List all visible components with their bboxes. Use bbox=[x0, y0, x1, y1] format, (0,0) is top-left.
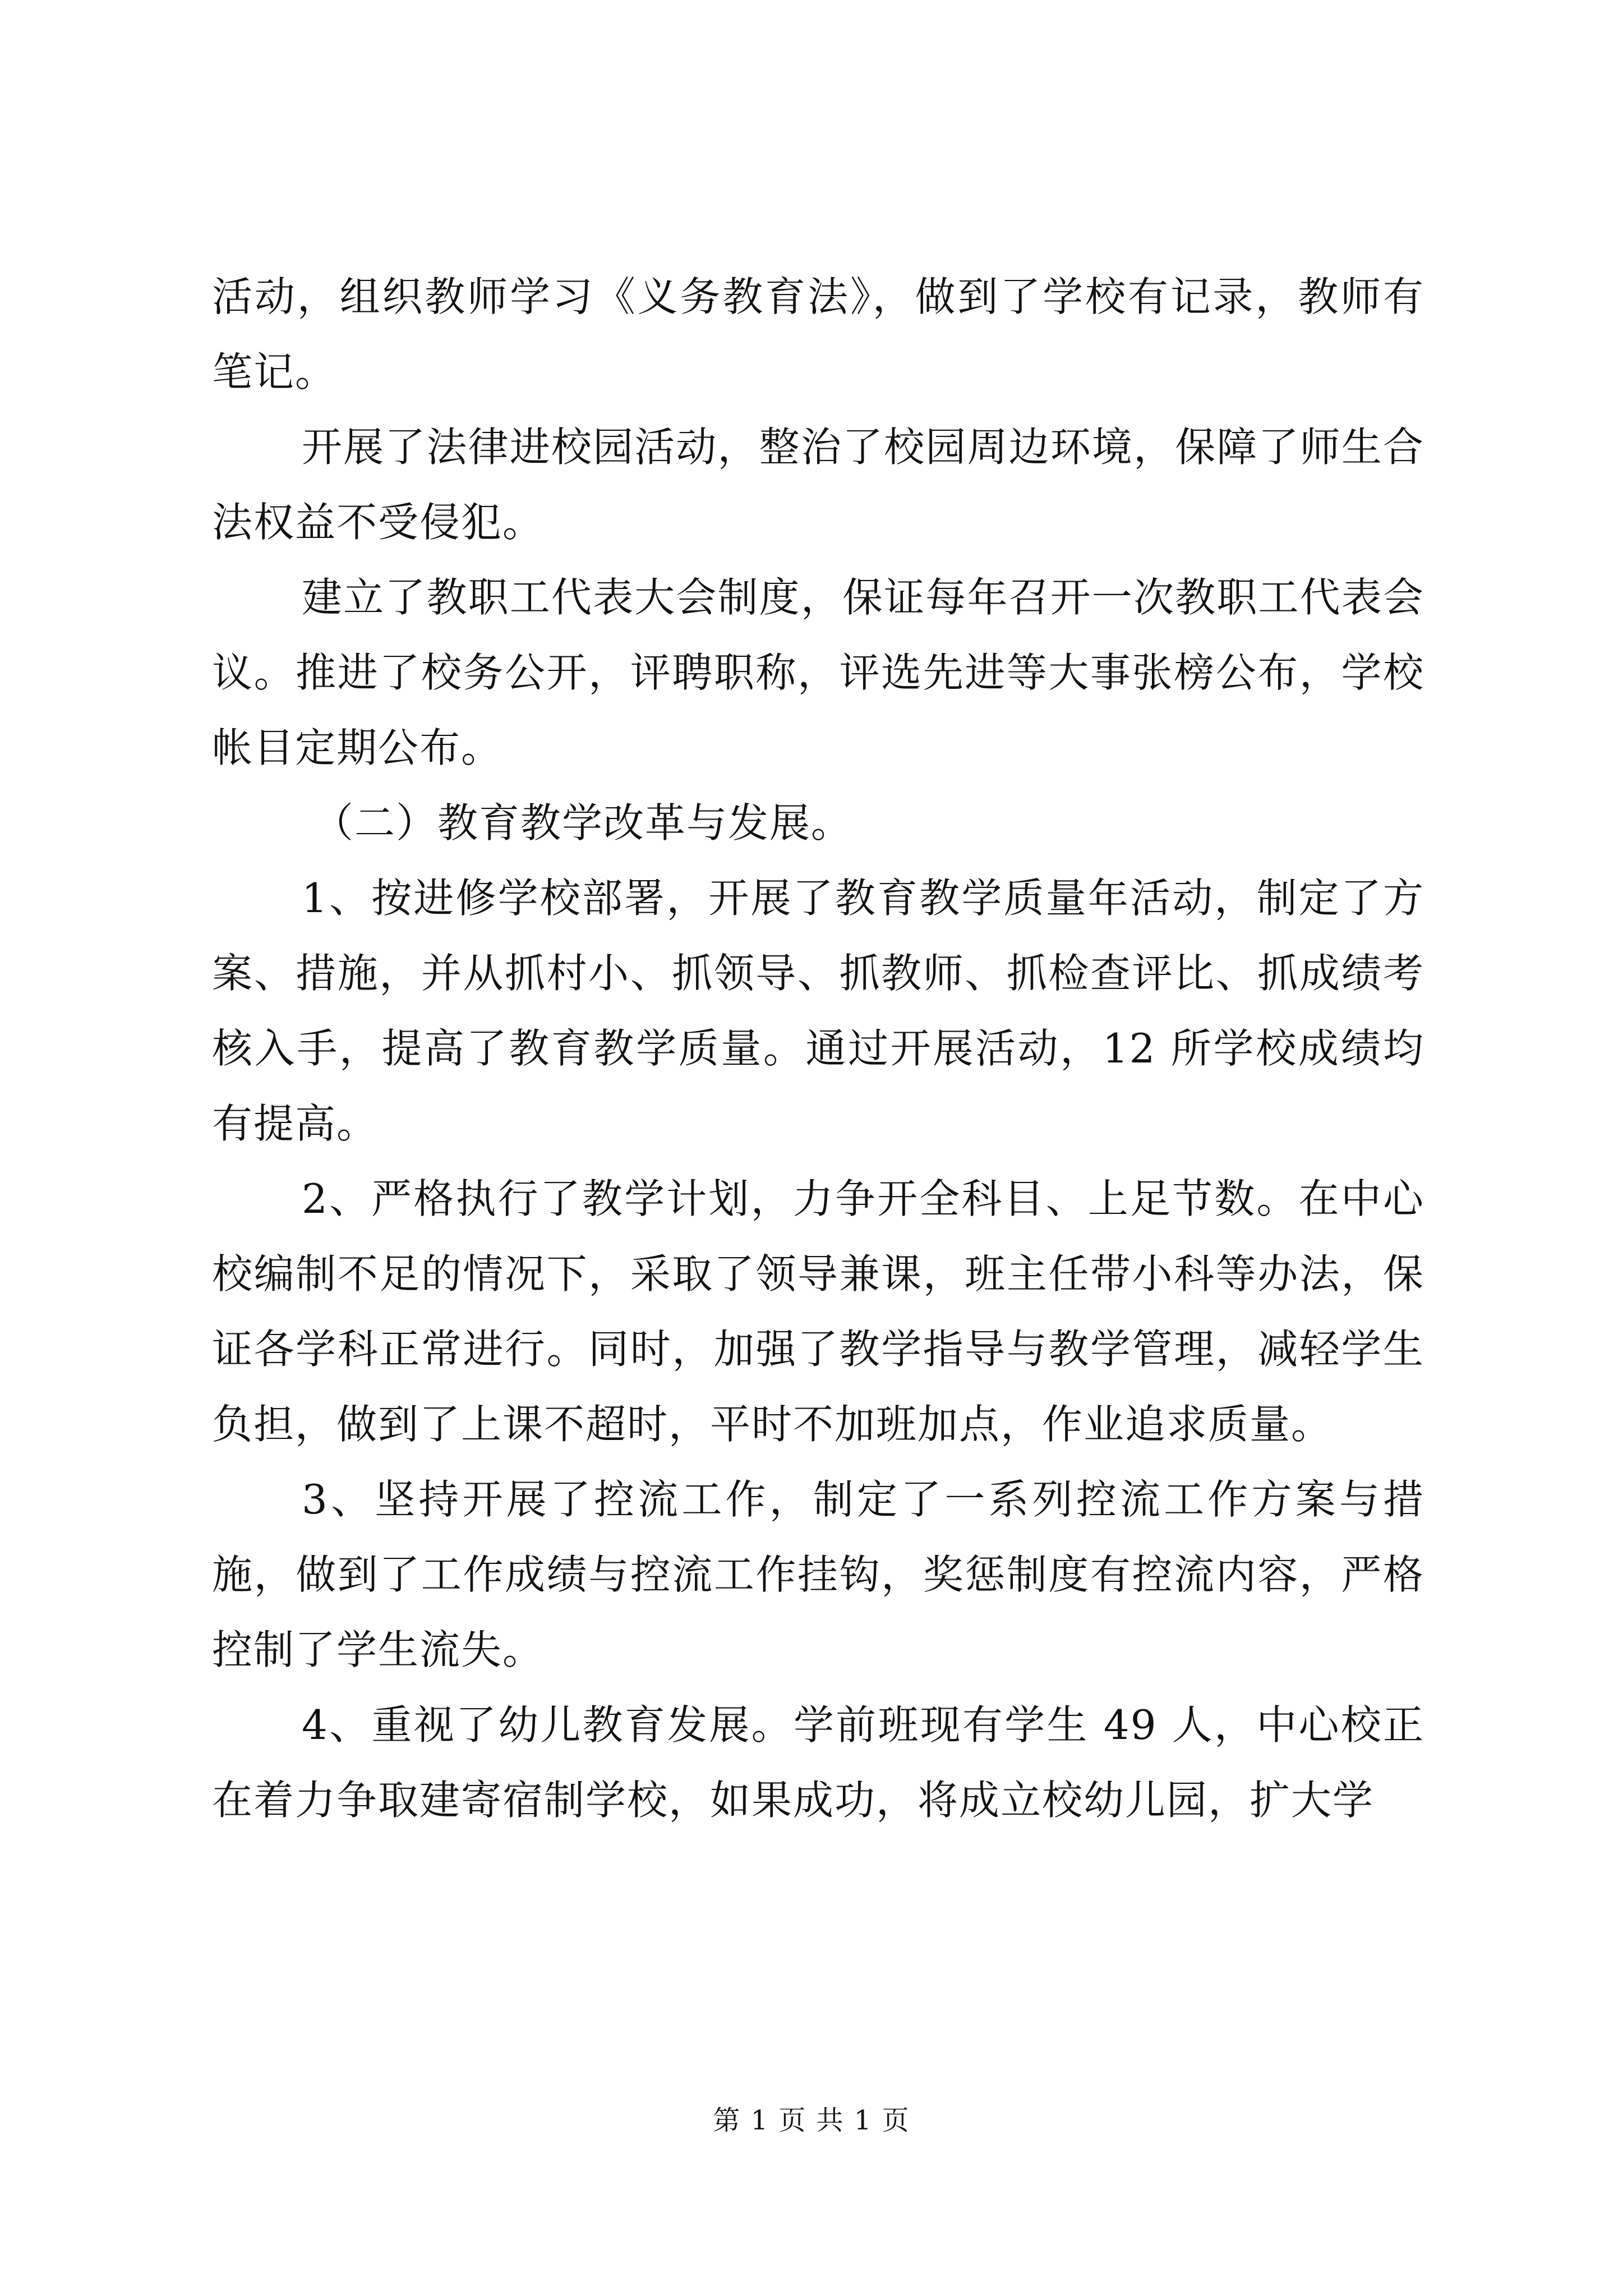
paragraph: 开展了法律进校园活动，整治了校园周边环境，保障了师生合法权益不受侵犯。 bbox=[212, 424, 1424, 546]
paragraph: 2、严格执行了教学计划，力争开全科目、上足节数。在中心校编制不足的情况下，采取了领导兼课，班主任带小科等办法，保证各学科正常进行。同时，加强了教学指导与教学管理，减轻学生负担，做到了上课不超时，平时不加班加点，作业追求质量。 bbox=[212, 1175, 1424, 1448]
paragraph: 4、重视了幼儿教育发展。学前班现有学生 49 人，中心校正在着力争取建寄宿制学校，如果成功，将成立校幼儿园，扩大学 bbox=[212, 1701, 1424, 1824]
document-body bbox=[212, 259, 1424, 1838]
paragraph: 活动，组织教师学习《义务教育法》，做到了学校有记录，教师有笔记。 bbox=[212, 273, 1424, 395]
section-heading: （二）教育教学改革与发展。 bbox=[313, 799, 853, 846]
paragraph: 建立了教职工代表大会制度，保证每年召开一次教职工代表会议。推进了校务公开，评聘职称，评选先进等大事张榜公布，学校帐目定期公布。 bbox=[212, 574, 1424, 771]
paragraph: 1、按进修学校部署，开展了教育教学质量年活动，制定了方案、措施，并从抓村小、抓领导、抓教师、抓检查评比、抓成绩考核入手，提高了教育教学质量。通过开展活动，12 所学校成绩均有提高。 bbox=[212, 875, 1424, 1147]
page-footer: 第 1 页 共 1 页 bbox=[713, 2105, 910, 2136]
paragraph: 3、坚持开展了控流工作，制定了一系列控流工作方案与措施，做到了工作成绩与控流工作挂钩，奖惩制度有控流内容，严格控制了学生流失。 bbox=[212, 1476, 1424, 1673]
